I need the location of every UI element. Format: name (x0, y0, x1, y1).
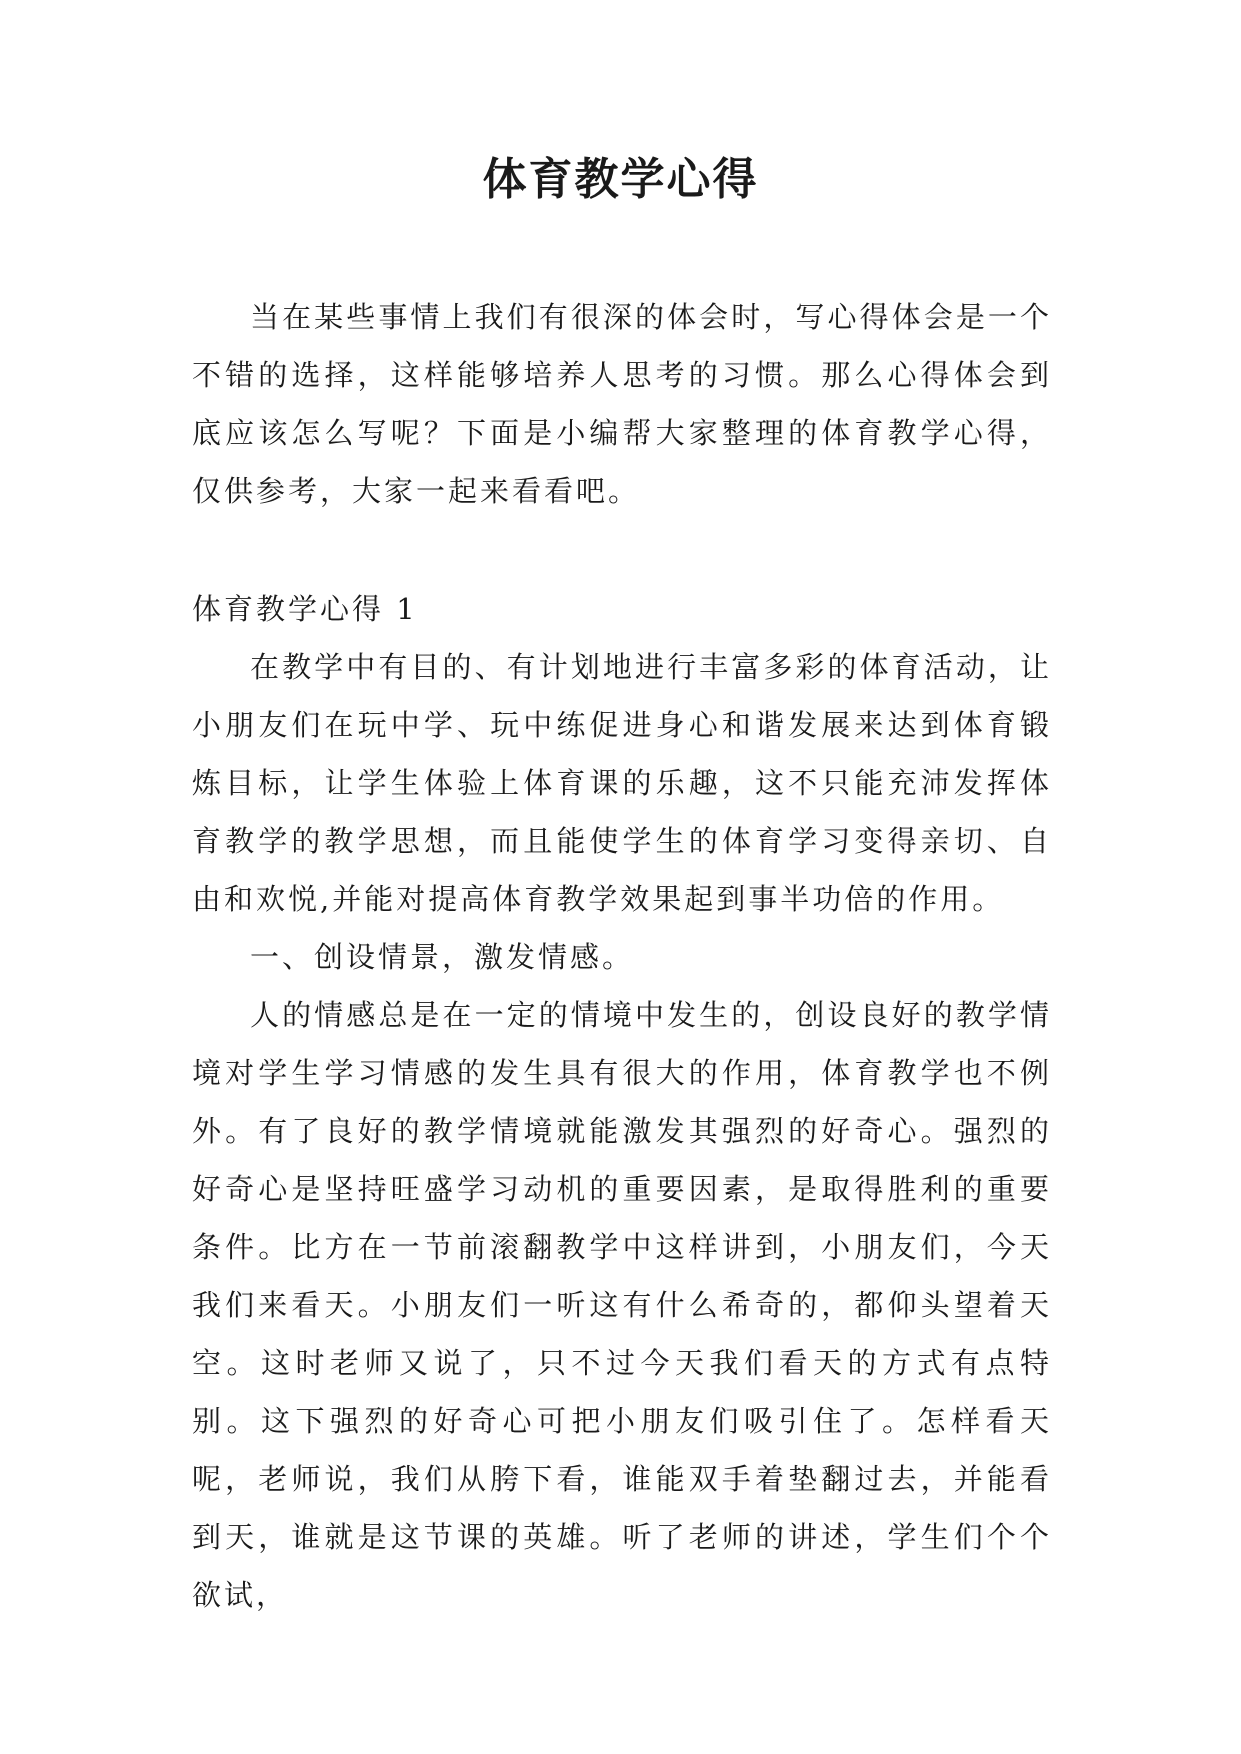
page-title: 体育教学心得 (482, 154, 759, 205)
intro-block (192, 288, 1052, 520)
intro-paragraph: 当在某些事情上我们有很深的体会时，写心得体会是一个不错的选择，这样能够培养人思考的习惯。那么心得体会到底应该怎么写呢？下面是小编帮大家整理的体育教学心得，仅供参考，大家一起来看看吧。 (192, 300, 1052, 508)
subheading-1: 一、创设情景，激发情感。 (250, 940, 635, 974)
body-paragraph-1: 在教学中有目的、有计划地进行丰富多彩的体育活动，让小朋友们在玩中学、玩中练促进身心和谐发展来达到体育锻炼目标，让学生体验上体育课的乐趣，这不只能充沛发挥体育教学的教学思想，而且能使学生的体育学习变得亲切、自由和欢悦,并能对提高体育教学效果起到事半功倍的作用。 (192, 650, 1052, 916)
body-paragraph-2: 人的情感总是在一定的情境中发生的，创设良好的教学情境对学生学习情感的发生具有很大的作用，体育教学也不例外。有了良好的教学情境就能激发其强烈的好奇心。强烈的好奇心是坚持旺盛学习动机的重要因素，是取得胜利的重要条件。比方在一节前滚翻教学中这样讲到，小朋友们，今天我们来看天。小朋友们一听这有什么希奇的，都仰头望着天空。这时老师又说了，只不过今天我们看天的方式有点特别。这下强烈的好奇心可把小朋友们吸引住了。怎样看天呢，老师说，我们从胯下看，谁能双手着垫翻过去，并能看到天，谁就是这节课的英雄。听了老师的讲述，学生们个个欲试， (192, 998, 1052, 1612)
section-heading: 体育教学心得 1 (192, 592, 418, 626)
section-block (192, 580, 1052, 1624)
